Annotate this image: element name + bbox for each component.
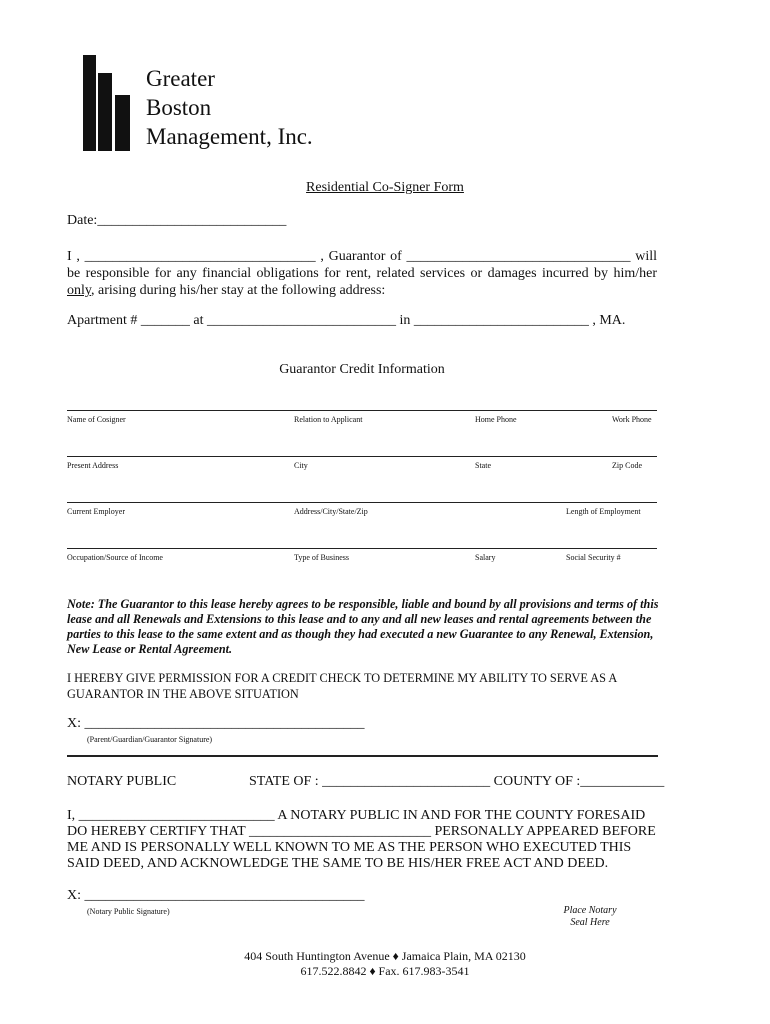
credit-label-employer-address: Address/City/State/Zip xyxy=(294,507,368,516)
footer-address: 404 South Huntington Avenue ♦ Jamaica Plain, MA 02130 xyxy=(244,949,526,963)
guarantor-paragraph-end: , arising during his/her stay at the following address: xyxy=(90,283,386,298)
credit-label-type-of-business: Type of Business xyxy=(294,553,349,562)
footer-phone: 617.522.8842 ♦ Fax. 617.983-3541 xyxy=(300,964,470,978)
credit-label-salary: Salary xyxy=(475,553,496,562)
seal-line1: Place Notary xyxy=(563,905,617,916)
form-title xyxy=(0,180,770,196)
company-name-line1: Greater xyxy=(146,66,215,91)
logo-bar-tall xyxy=(83,55,96,151)
company-name xyxy=(146,64,313,151)
credit-label-name-of-cosigner: Name of Cosigner xyxy=(67,415,126,424)
credit-label-current-employer: Current Employer xyxy=(67,507,125,516)
guarantor-paragraph xyxy=(67,248,657,299)
credit-label-work-phone: Work Phone xyxy=(612,415,652,424)
logo-bar-short xyxy=(115,95,130,151)
notary-certification[interactable]: I, ____________________________ A NOTARY PUBLIC IN AND FOR THE COUNTY FORESAID DO HEREBY CERTIFY THAT __________________________ PERSONALLY APPEARED BEFORE ME AND IS PERSONALLY WELL KNOWN TO ME AS THE PERSON WHO EXECUTED THIS SAID DEED, AND ACKNOWLEDGE THE SAME TO BE HIS/HER FREE ACT AND DEED. xyxy=(67,808,656,871)
guarantee-note: Note: The Guarantor to this lease hereby agrees to be responsible, liable and bound by all provisions and terms of this lease and all Renewals and Extensions to this lease and to any and all new leases and rental agreements between the parties to this lease to the same extent and as though they had executed a new Guarantee to any Renewal, Extension, New Lease or Rental Agreement. xyxy=(67,597,659,656)
guarantor-signature-label: (Parent/Guardian/Guarantor Signature) xyxy=(87,735,213,744)
date-field[interactable]: Date:___________________________ xyxy=(67,213,287,228)
credit-check-permission: I HEREBY GIVE PERMISSION FOR A CREDIT CHECK TO DETERMINE MY ABILITY TO SERVE AS A GUARANTOR IN THE ABOVE SITUATION xyxy=(67,671,617,701)
company-name-line3: Management, Inc. xyxy=(146,124,313,149)
credit-label-social-security: Social Security # xyxy=(566,553,621,562)
credit-label-relation: Relation to Applicant xyxy=(294,415,363,424)
section-divider xyxy=(67,755,658,757)
company-logo xyxy=(80,55,132,151)
credit-row-3-line[interactable] xyxy=(67,502,657,503)
credit-label-present-address: Present Address xyxy=(67,461,119,470)
credit-label-occupation: Occupation/Source of Income xyxy=(67,553,163,562)
guarantor-signature-line[interactable]: X: ________________________________________ xyxy=(67,716,365,731)
credit-label-home-phone: Home Phone xyxy=(475,415,517,424)
credit-row-1-line[interactable] xyxy=(67,410,657,411)
notary-public-label: NOTARY PUBLIC xyxy=(67,774,177,789)
guarantor-paragraph-text[interactable]: I , _________________________________ , Guarantor of ________________________________ will be responsible for any financial obligations for rent, related services or damages incurred by him/her xyxy=(67,249,657,281)
apartment-line[interactable]: Apartment # _______ at ___________________________ in _________________________ , MA. xyxy=(67,313,626,328)
credit-label-zip-code: Zip Code xyxy=(612,461,642,470)
notary-signature-label: (Notary Public Signature) xyxy=(87,907,170,916)
notary-signature-line[interactable]: X: ________________________________________ xyxy=(67,888,365,903)
notary-seal-area xyxy=(540,905,640,929)
notary-state-county-line[interactable]: STATE OF : ________________________ COUNTY OF :____________ xyxy=(249,774,665,789)
seal-line2: Seal Here xyxy=(570,917,610,928)
credit-row-2-line[interactable] xyxy=(67,456,657,457)
form-title-text: Residential Co-Signer Form xyxy=(306,180,464,195)
logo-bar-medium xyxy=(98,73,112,151)
guarantor-only-text: only xyxy=(67,283,91,298)
company-name-line2: Boston xyxy=(146,95,212,120)
credit-label-length-of-employment: Length of Employment xyxy=(566,507,641,516)
credit-row-4-line[interactable] xyxy=(67,548,657,549)
credit-label-state: State xyxy=(475,461,491,470)
credit-label-city: City xyxy=(294,461,308,470)
credit-section-title: Guarantor Credit Information xyxy=(279,362,445,377)
